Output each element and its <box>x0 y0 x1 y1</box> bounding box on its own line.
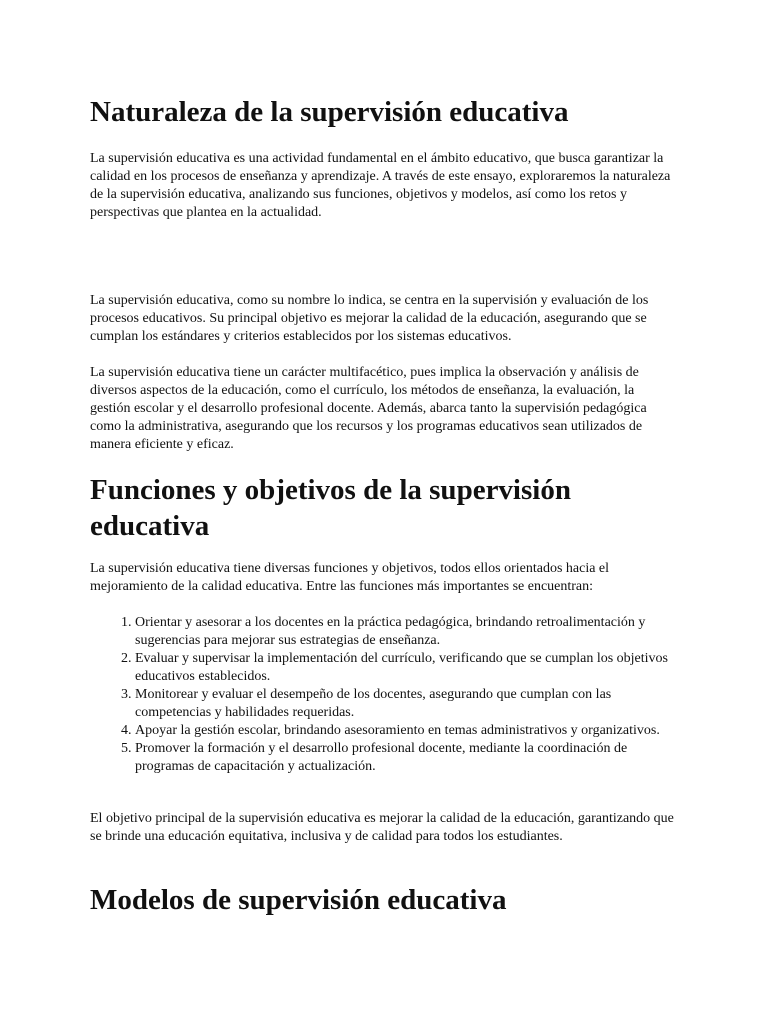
functions-intro-paragraph: La supervisión educativa tiene diversas funciones y objetivos, todos ellos orientados hacia el mejoramiento de la calidad educativa. Entre las funciones más importantes se encuentran: <box>90 561 610 594</box>
closing-paragraph: El objetivo principal de la supervisión educativa es mejorar la calidad de la educación, garantizando que se brinde una educación equitativa, inclusiva y de calidad para todos los estudiantes. <box>90 811 674 844</box>
intro-paragraph: La supervisión educativa es una actividad fundamental en el ámbito educativo, que busca garantizar la calidad en los procesos de enseñanza y aprendizaje. A través de este ensayo, exploraremos la naturaleza de la supervisión educativa, analizando sus funciones, objetivos y modelos, así como los retos y perspectivas que plantea en la actualidad. <box>90 151 671 220</box>
section-heading-modelos: Modelos de supervisión educativa <box>90 884 507 916</box>
list-item: 1. Orientar y asesorar a los docentes en la práctica pedagógica, brindando retroalimentación y sugerencias para mejorar sus estrategias de enseñanza. <box>135 614 680 650</box>
list-item: 4. Apoyar la gestión escolar, brindando asesoramiento en temas administrativos y organizativos. <box>135 722 680 740</box>
section-heading-naturaleza: Naturaleza de la supervisión educativa <box>90 96 569 128</box>
list-item: 2. Evaluar y supervisar la implementación del currículo, verificando que se cumplan los objetivos educativos establecidos. <box>135 650 680 686</box>
list-item: 3. Monitorear y evaluar el desempeño de los docentes, asegurando que cumplan con las competencias y habilidades requeridas. <box>135 686 680 722</box>
body-paragraph: La supervisión educativa tiene un carácter multifacético, pues implica la observación y análisis de diversos aspectos de la educación, como el currículo, los métodos de enseñanza, la evaluación, la gestión escolar y el desarrollo profesional docente. Además, abarca tanto la supervisión pedagógica como la administrativa, asegurando que los recursos y los programas educativos sean utilizados de manera eficiente y eficaz. <box>90 365 647 452</box>
section-heading-funciones: Funciones y objetivos de la supervisión educativa <box>90 474 571 542</box>
list-item: 5. Promover la formación y el desarrollo profesional docente, mediante la coordinación de programas de capacitación y actualización. <box>135 740 680 776</box>
body-paragraph: La supervisión educativa, como su nombre lo indica, se centra en la supervisión y evaluación de los procesos educativos. Su principal objetivo es mejorar la calidad de la educación, asegurando que se cumplan los estándares y criterios establecidos por los sistemas educativos. <box>90 293 649 344</box>
functions-list <box>90 614 680 776</box>
